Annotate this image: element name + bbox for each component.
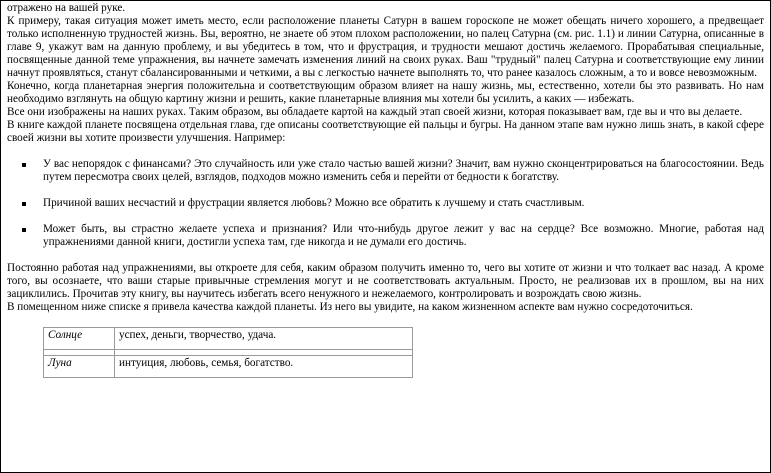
bullet-icon	[22, 228, 26, 232]
paragraph: отражено на вашей руке.	[7, 2, 126, 14]
paragraph: Все они изображены на наших руках. Таким образом, вы обладаете картой на каждый этап своей жизни, которая показывает вам, где вы и что вы делаете.	[7, 106, 743, 118]
document-body	[1, 1, 770, 378]
paragraph: В помещенном ниже списке я привела качества каждой планеты. Из него вы увидите, на каком жизненном аспекте вам нужно сосредоточиться.	[7, 301, 693, 313]
table-row	[44, 356, 413, 378]
list-item	[7, 223, 764, 249]
table-row	[44, 328, 413, 350]
paragraph: К примеру, такая ситуация может иметь место, если расположение планеты Сатурн в вашем гороскопе не может обещать ничего хорошего, а предвещает только исполненную трудностей жизнь. Вы, вероятно, не знаете об этом плохом расположении, но палец Сатурна (см. рис. 1.1) и линии Сатурна, описанные в главе 9, укажут вам на данную проблему, и вы убедитесь в том, что и фрустрация, и трудности мешают достичь желаемого. Прорабатывая специальные, посвященные данной теме упражнения, вы начнете замечать изменения линий на своих руках. Ваш "трудный" палец Сатурна и соответствующие ему линии начнут проявляться, станут сбалансированными и четкими, а вы с легкостью начнете выполнять то, что ранее казалось сложным, а то и вовсе невозможным.	[7, 15, 764, 79]
planet-qualities-cell: успех, деньги, творчество, удача.	[115, 328, 413, 350]
planet-name-cell: Луна	[44, 356, 115, 378]
bullet-list	[7, 158, 764, 249]
list-item-text: Причиной ваших несчастий и фрустрации является любовь? Можно все обратить к лучшему и стать счастливым.	[43, 197, 585, 209]
paragraph: Постоянно работая над упражнениями, вы откроете для себя, каким образом получить именно то, чего вы хотите от жизни и что толкает вас назад. А кроме того, вы осознаете, что ваши старые привычные стремления могут и не соответствовать актуальным. Просто, не реализовав их в прошлом, вы на них зациклились. Прочитав эту книгу, вы научитесь избегать всего ненужного и нежелаемого, контролировать и возрождать свою жизнь.	[7, 262, 764, 300]
paragraph: В книге каждой планете посвящена отдельная глава, где описаны соответствующие ей пальцы и бугры. На данном этапе вам нужно лишь знать, в какой сфере своей жизни вы хотите произвести улучшения. Например:	[7, 119, 764, 144]
list-item	[7, 197, 764, 210]
list-item	[7, 158, 764, 184]
planet-qualities-cell: интуиция, любовь, семья, богатство.	[115, 356, 413, 378]
planet-name-cell: Солнце	[44, 328, 115, 350]
planet-qualities-table	[43, 327, 413, 378]
bullet-icon	[22, 202, 26, 206]
list-item-text: У вас непорядок с финансами? Это случайность или уже стало частью вашей жизни? Значит, вам нужно сконцентрироваться на благосостоянии. Ведь путем пересмотра своих целей, взглядов, подходов можно изменить себя и перейти от бедности к богатству.	[43, 158, 764, 183]
paragraph: Конечно, когда планетарная энергия положительна и соответствующим образом влияет на нашу жизнь, мы, естественно, хотели бы это развивать. Но нам необходимо взглянуть на общую картину жизни и решить, какие планетарные влияния мы хотели бы усилить, а каких — избежать.	[7, 80, 764, 105]
list-item-text: Может быть, вы страстно желаете успеха и признания? Или что-нибудь другое лежит у вас на сердце? Все возможно. Многие, работая над упражнениями данной книги, достигли успеха там, где никогда и не думали его достичь.	[43, 223, 764, 248]
bullet-icon	[22, 163, 26, 167]
